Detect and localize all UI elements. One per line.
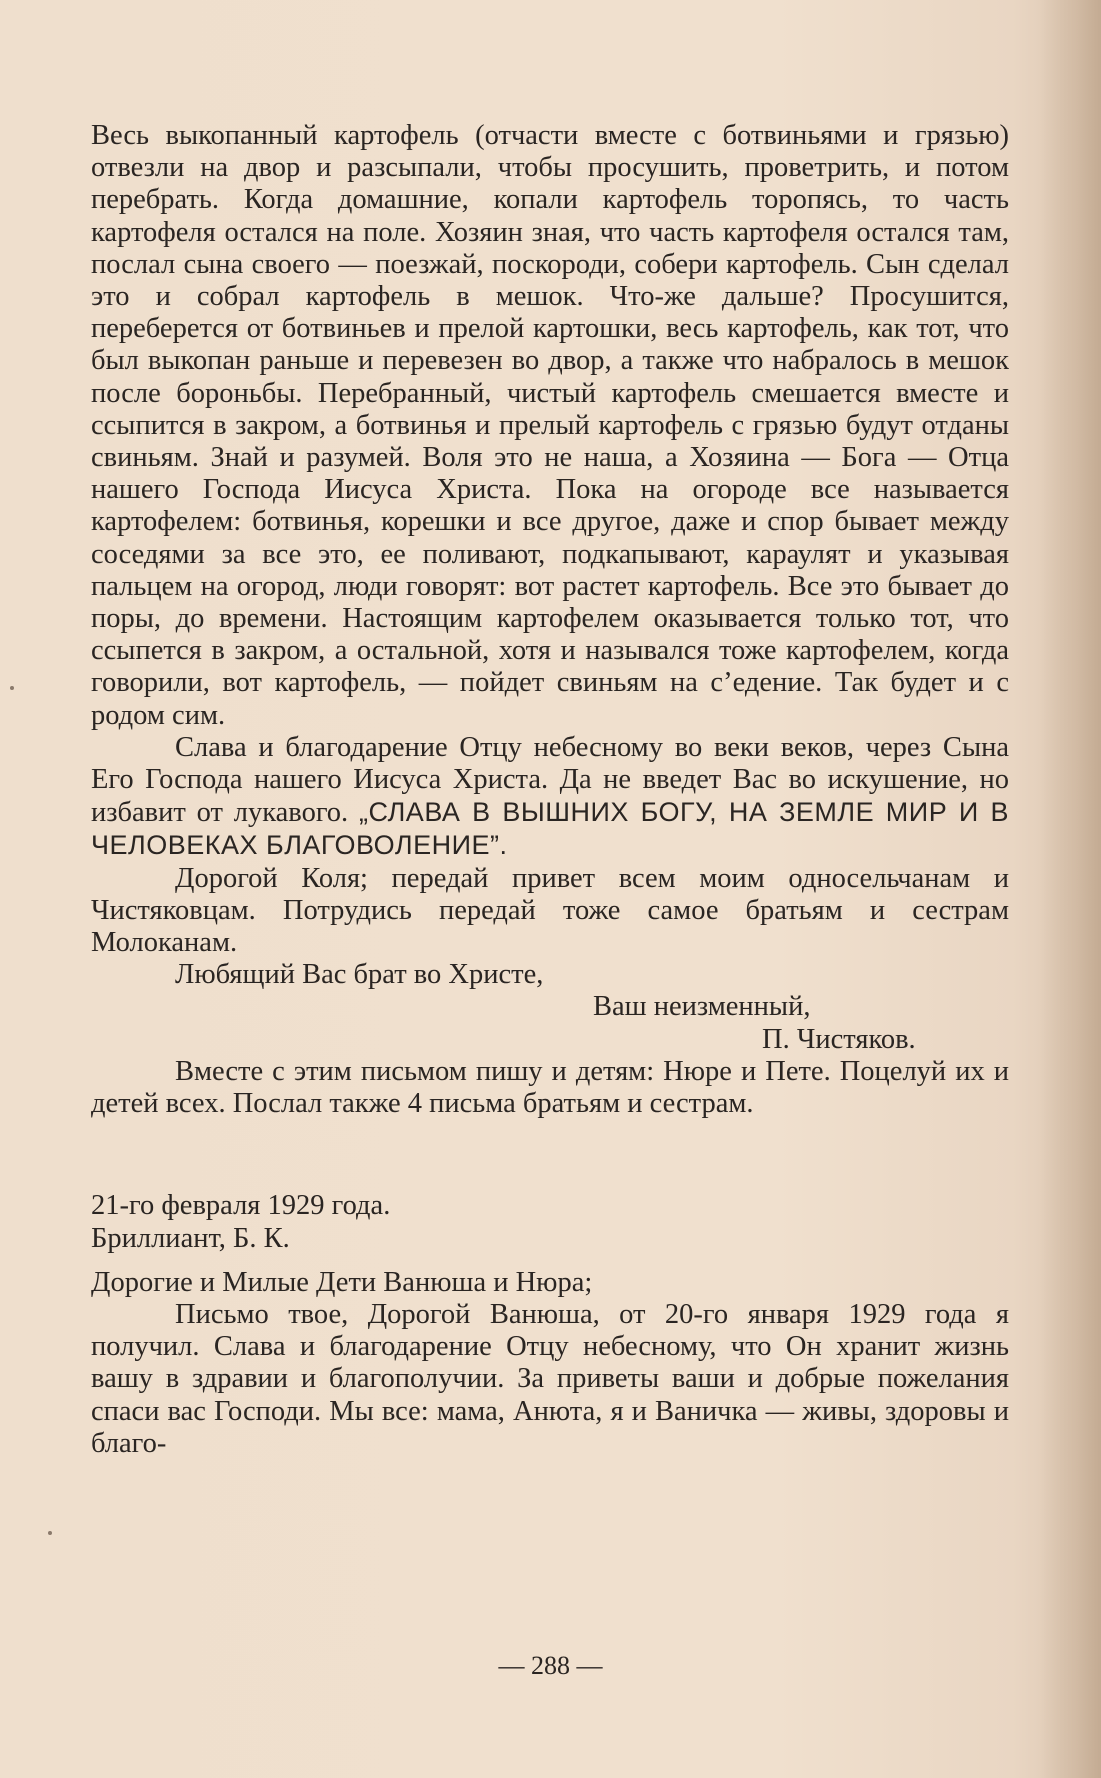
paragraph-glory-text: Слава и благодарение Отцу небесному во веки веков, через Сына Его Господа нашего Иисуса Христа. Да не введет Вас во искушение, но избавит от лукавого. [91, 731, 1009, 829]
paragraph-glory [91, 732, 1009, 863]
paper-speck [10, 686, 14, 690]
signature: П. Чистяков. [762, 1023, 916, 1055]
letter-salutation: Дорогие и Милые Дети Ванюша и Нюра; [91, 1266, 593, 1298]
postscript: Вместе с этим письмом пишу и детям: Нюре и Пете. Поцелуй их и детей всех. Послал также 4 письма братьям и сестрам. [91, 1055, 1009, 1120]
paper-speck [48, 1531, 52, 1535]
letter-place: Бриллиант, Б. К. [91, 1222, 290, 1254]
heading-gap [91, 1255, 1009, 1267]
page-text [91, 120, 1009, 1460]
closing-line: Любящий Вас брат во Христе, [175, 959, 544, 991]
closing-line-2: Ваш неизменный, [593, 991, 811, 1023]
page-number: — 288 — [498, 1651, 603, 1680]
section-gap [91, 1120, 1009, 1190]
letter-paragraph: Письмо твое, Дорогой Ванюша, от 20-го января 1929 года я получил. Слава и благодарение Отцу небесному, что Он хранит жизнь вашу в здравии и благополучии. За приветы ваши и добрые пожелания спаси вас Господи. Мы все: мама, Анюта, я и Ваничка — живы, здоровы и благо- [91, 1298, 1009, 1459]
glory-caps-quote: „СЛАВА В ВЫШНИХ БОГУ, НА ЗЕМЛЕ МИР И В ЧЕЛОВЕКАХ БЛАГОВОЛЕНИЕ”. [91, 797, 1009, 861]
letter-date: 21-го февраля 1929 года. [91, 1190, 391, 1222]
page-edge-shadow [1039, 0, 1101, 1778]
paragraph-potatoes: Весь выкопанный картофель (отчасти вместе с ботвиньями и грязью) отвезли на двор и разсыпали, чтобы просушить, проветрить, и потом перебрать. Когда домашние, копали картофель торопясь, то часть картофеля остался на поле. Хозяин зная, что часть картофеля остался там, послал сына своего — поезжай, поскороди, собери картофель. Сын сделал это и собрал картофель в мешок. Что-же дальше? Просушится, переберется от ботвиньев и прелой картошки, весь картофель, как тот, что был выкопан раньше и перевезен во двор, а также что набралось в мешок после бороньбы. Перебранный, чистый картофель смешается вместе и ссыпится в закром, а ботвинья и прелый картофель с грязью будут отданы свиньям. Знай и разумей. Воля это не наша, а Хозяина — Бога — Отца нашего Господа Иисуса Христа. Пока на огороде все называется картофелем: ботвинья, корешки и все другое, даже и спор бывает между соседями за все это, ее поливают, подкапывают, караулят и указывая пальцем на огород, люди говорят: вот растет картофель. Все это бывает до поры, до времени. Настоящим картофелем оказывается только тот, что ссыпется в закром, а остальной, хотя и назывался тоже картофелем, когда говорили, вот картофель, — пойдет свиньям на с’едение. Так будет и с родом сим. [91, 120, 1009, 731]
paragraph-greetings: Дорогой Коля; передай привет всем моим односельчанам и Чистяковцам. Потрудись передай тоже самое братьям и сестрам Молоканам. [91, 862, 1009, 959]
